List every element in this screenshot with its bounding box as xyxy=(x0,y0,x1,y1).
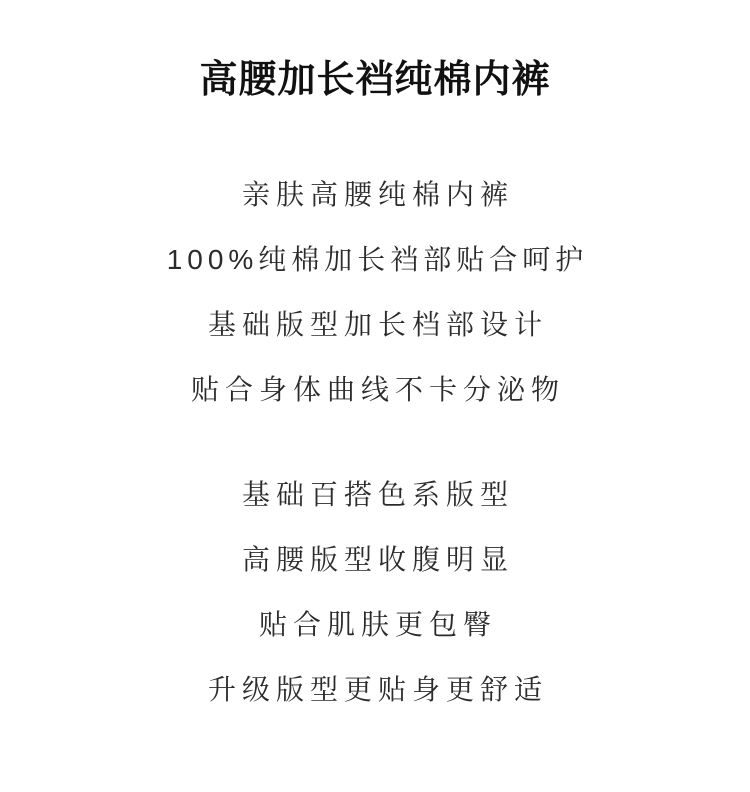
feature-line: 基础版型加长档部设计 xyxy=(207,308,548,340)
feature-line: 高腰版型收腹明显 xyxy=(241,543,514,575)
feature-line: 贴合肌肤更包臀 xyxy=(258,608,497,640)
features-secondary-block xyxy=(0,462,750,722)
feature-line: 基础百搭色系版型 xyxy=(241,478,514,510)
feature-line: 升级版型更贴身更舒适 xyxy=(207,673,548,705)
features-primary-block xyxy=(0,162,750,422)
feature-line: 贴合身体曲线不卡分泌物 xyxy=(190,373,565,405)
feature-line: 亲肤高腰纯棉内裤 xyxy=(241,178,514,210)
page-title: 高腰加长裆纯棉内裤 xyxy=(199,59,551,101)
feature-line: 100%纯棉加长裆部贴合呵护 xyxy=(166,243,589,275)
